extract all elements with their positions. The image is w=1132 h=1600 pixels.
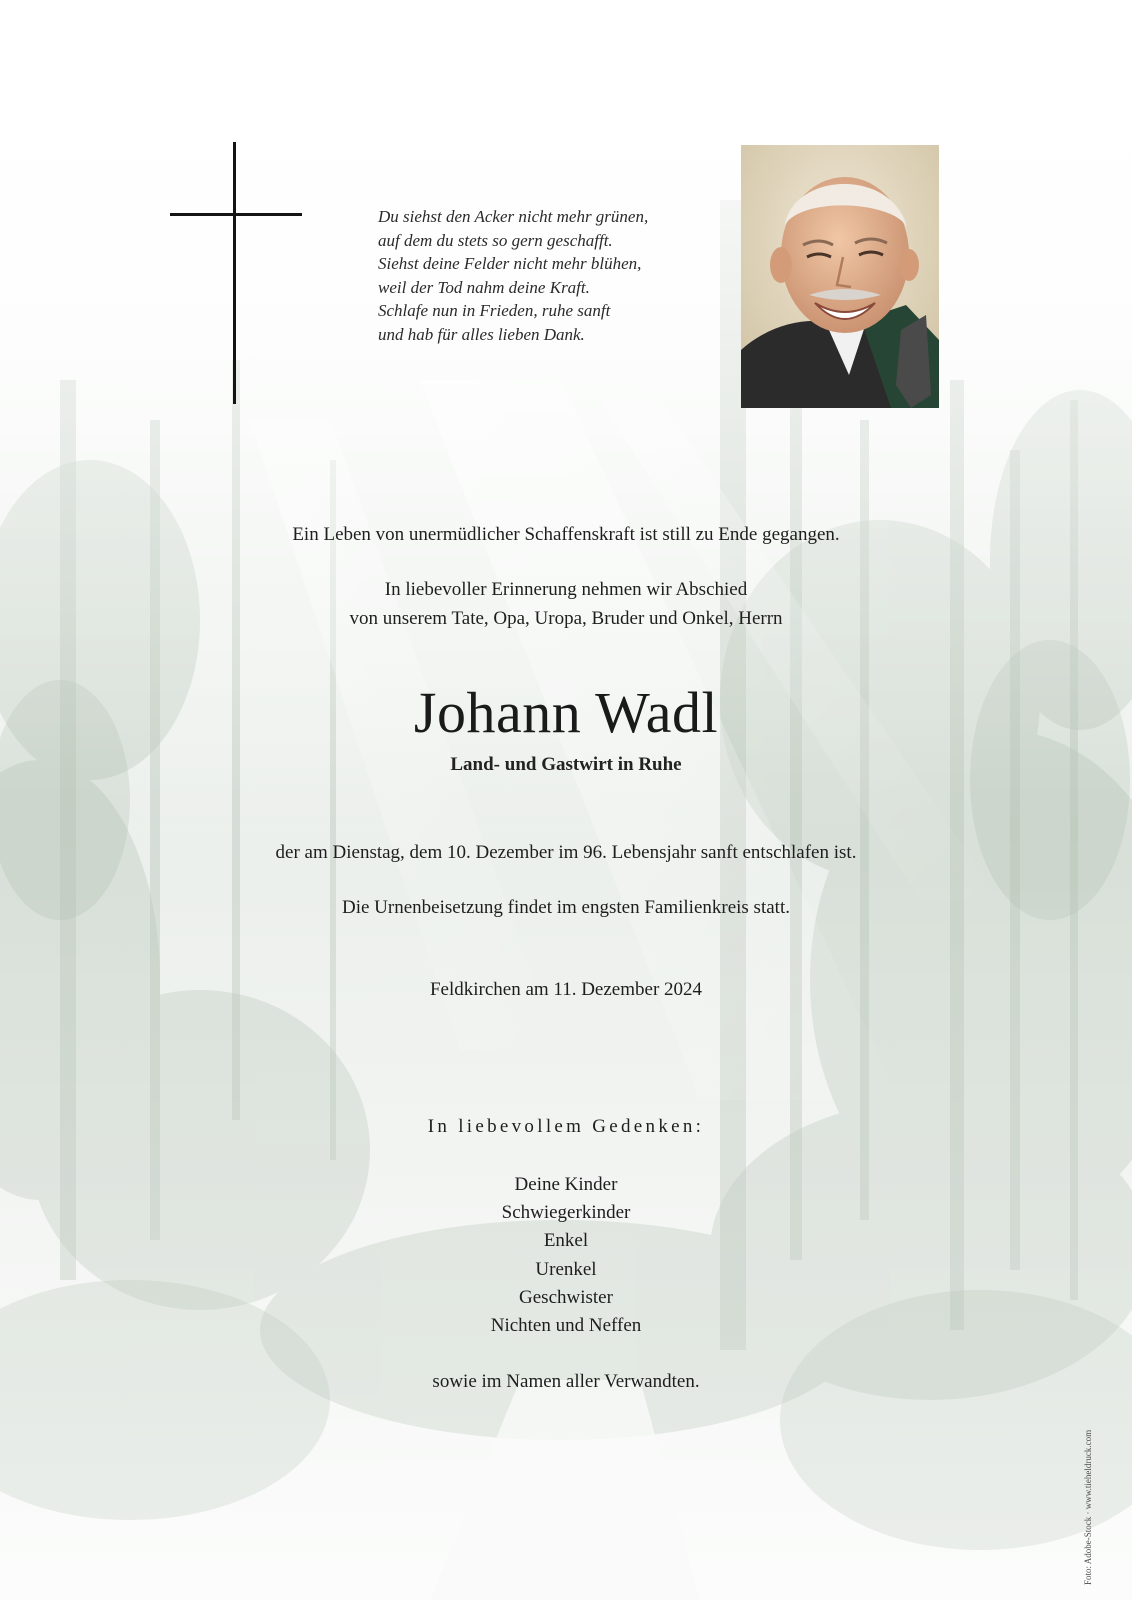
mourner-item: Urenkel — [535, 1259, 597, 1280]
burial-note: Die Urnenbeisetzung findet im engsten Familienkreis statt. — [342, 897, 790, 918]
deceased-name: Johann Wadl — [413, 680, 719, 745]
mourner-item: Nichten und Neffen — [490, 1315, 642, 1336]
mourner-item: Enkel — [543, 1230, 589, 1251]
mourner-item: Deine Kinder — [514, 1174, 618, 1195]
place-and-date: Feldkirchen am 11. Dezember 2024 — [429, 979, 703, 1000]
mourners-closing: sowie im Namen aller Verwandten. — [432, 1371, 700, 1392]
mourners-heading: In liebevollem Gedenken: — [427, 1116, 705, 1137]
intro-line: Ein Leben von unermüdlicher Schaffenskraft ist still zu Ende gegangen. — [292, 524, 840, 545]
poem-line: Du siehst den Acker nicht mehr grünen, — [378, 207, 649, 226]
poem-line: auf dem du stets so gern geschafft. — [378, 230, 613, 250]
poem-line: Schlafe nun in Frieden, ruhe sanft — [378, 301, 611, 320]
mourner-item: Geschwister — [519, 1287, 613, 1308]
farewell-line-1: In liebevoller Erinnerung nehmen wir Abschied — [384, 579, 748, 600]
poem-line: weil der Tod nahm deine Kraft. — [378, 277, 590, 297]
poem-line: Siehst deine Felder nicht mehr blühen, — [378, 254, 642, 273]
mourner-item: Schwiegerkinder — [501, 1202, 631, 1223]
death-statement: der am Dienstag, dem 10. Dezember im 96. Lebensjahr sanft entschlafen ist. — [275, 842, 857, 863]
portrait-photo — [741, 145, 939, 408]
latin-cross-icon — [170, 142, 302, 404]
memorial-poem — [378, 205, 708, 346]
photo-credit: Foto: Adobe-Stock · www.tieheldruck.com — [1083, 1429, 1093, 1585]
deceased-occupation: Land- und Gastwirt in Ruhe — [450, 754, 682, 775]
farewell-line-2: von unserem Tate, Opa, Uropa, Bruder und Onkel, Herrn — [349, 608, 783, 629]
poem-line: und hab für alles lieben Dank. — [378, 324, 585, 344]
